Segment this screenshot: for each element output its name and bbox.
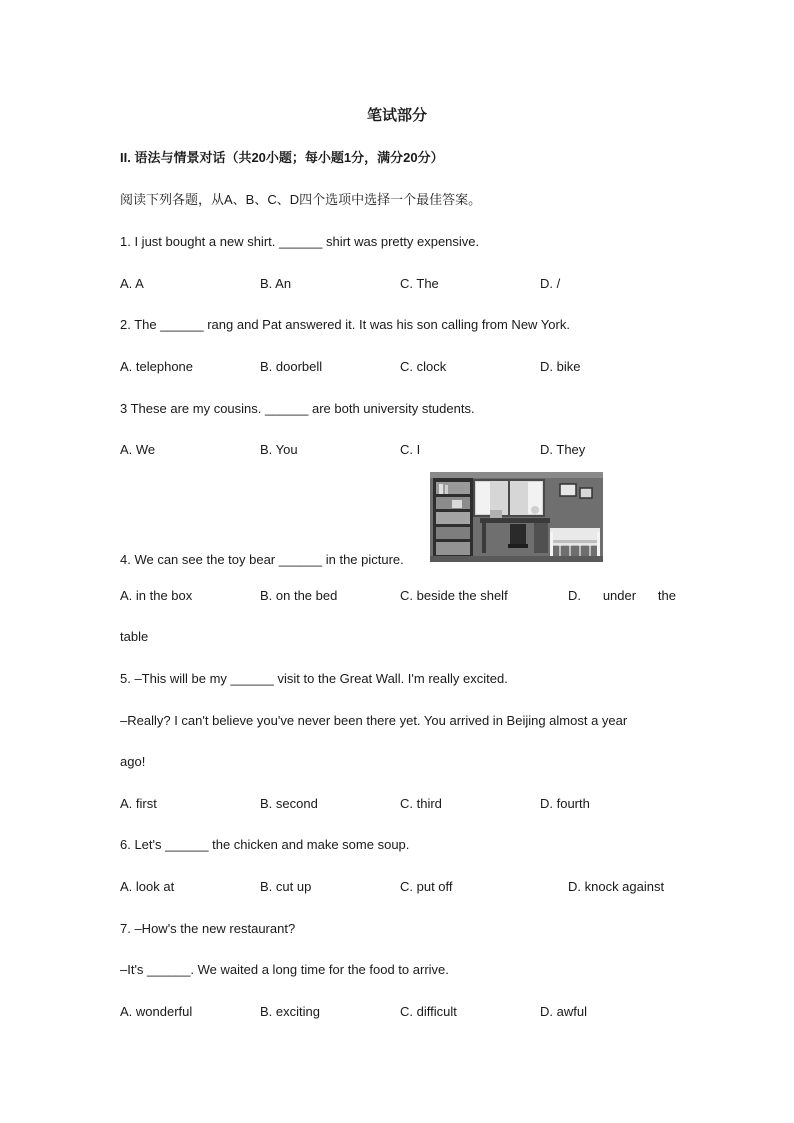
question-7-stem: 7. –How's the new restaurant? [120, 921, 296, 936]
option-d: D. knock against [568, 879, 665, 894]
option-a: A. first [120, 796, 157, 811]
option-a: A. in the box [120, 588, 193, 603]
question-5-stem: 5. –This will be my ______ visit to the Great Wall. I'm really excited. [120, 671, 508, 686]
option-d: D. fourth [540, 796, 590, 811]
room-picture [430, 472, 603, 562]
question-1-stem: 1. I just bought a new shirt. ______ shirt was pretty expensive. [120, 234, 480, 249]
option-a: A. A [120, 276, 144, 291]
option-d: D. awful [540, 1004, 587, 1019]
question-2-options [120, 358, 676, 376]
question-6-stem: 6. Let's ______ the chicken and make some soup. [120, 837, 410, 852]
page-title: 笔试部分 [366, 107, 427, 124]
question-5-options [120, 795, 676, 813]
option-c: C. clock [400, 359, 447, 374]
question-1-options [120, 275, 676, 293]
question-3-options [120, 441, 676, 459]
option-b: B. exciting [260, 1004, 320, 1019]
option-d-word-2: the [657, 588, 676, 603]
option-d: D. / [540, 276, 561, 291]
question-4-stem: 4. We can see the toy bear ______ in the picture. [120, 552, 404, 567]
question-2-stem: 2. The ______ rang and Pat answered it. It was his son calling from New York. [120, 317, 570, 332]
option-c: C. difficult [400, 1004, 457, 1019]
option-d: D. They [540, 442, 586, 457]
question-3-stem: 3 These are my cousins. ______ are both university students. [120, 401, 475, 416]
option-d-word-1: under [602, 588, 637, 603]
question-6-options [120, 878, 676, 896]
option-b: B. An [260, 276, 292, 291]
option-b: B. doorbell [260, 359, 323, 374]
question-7-stem-line-2: –It's ______. We waited a long time for the food to arrive. [120, 962, 449, 977]
option-c: C. put off [400, 879, 453, 894]
question-7-options [120, 1003, 676, 1021]
question-4-options [120, 587, 676, 605]
question-5-stem-line-3: ago! [120, 754, 146, 769]
option-b: B. on the bed [260, 588, 338, 603]
section-heading: II. 语法与情景对话（共20小题；每小题1分，满分20分） [120, 150, 444, 165]
option-c: C. third [400, 796, 442, 811]
option-b: B. second [260, 796, 318, 811]
option-a: A. wonderful [120, 1004, 193, 1019]
option-d-letter: D. [568, 588, 581, 603]
option-b: B. You [260, 442, 298, 457]
option-c: C. I [400, 442, 421, 457]
option-d: D. bike [540, 359, 581, 374]
option-c: C. The [400, 276, 439, 291]
question-5-stem-line-2: –Really? I can't believe you've never been there yet. You arrived in Beijing almost a year [120, 713, 628, 728]
option-d-continuation: table [120, 629, 149, 644]
option-d [568, 587, 676, 605]
option-c: C. beside the shelf [400, 588, 508, 603]
instructions: 阅读下列各题，从A、B、C、D四个选项中选择一个最佳答案。 [120, 192, 482, 207]
option-a: A. We [120, 442, 156, 457]
option-a: A. look at [120, 879, 175, 894]
option-a: A. telephone [120, 359, 194, 374]
option-b: B. cut up [260, 879, 312, 894]
